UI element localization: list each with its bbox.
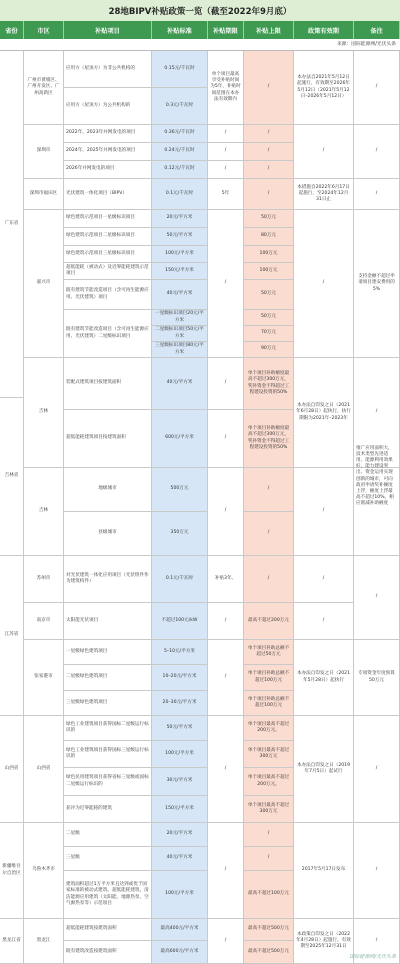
cap-xj-2: / [244,847,294,871]
item-sx-3: 绿色民用建筑项目获得省标三星级或国标二星级运行标识的 [64,768,152,796]
city-jilin-1: 吉林 [24,358,64,468]
city-suzhou: 苏州市 [24,556,64,603]
std-hl-1: 最高400元/平方米 [152,919,208,941]
std-sx-3: 30元/平方米 [152,768,208,796]
cap-jx-1: 50万元 [244,210,294,228]
cap-sz-2: / [244,143,294,161]
city-jilin-2: 吉林 [24,468,64,556]
item-jx-4: 超低能耗（被动式）及近零能耗建筑示范项目 [64,263,152,280]
item-xj-1: 二星级 [64,823,152,847]
valid-jl: 本办法自印发之日（2021年6月28日）起执行，执行期限为2021年–2023年 [294,358,354,468]
valid-gz: 本办法自2021年5月12日起施行，有效期至2026年5月12日（2021年5月12日–2026年5月12日） [294,51,354,125]
item-jx-5: 既有建筑节能改造项目（含可再生能源应用、光伏建筑）项目 [64,280,152,310]
valid-xj: 2017年5月17日发布 [294,823,354,919]
header-item: 补贴项目 [64,21,152,39]
std-js-2: 不超过100元/kW [152,603,208,640]
cap-js-2: 最高不超过200万元 [244,603,294,640]
std-sx-1: 50元/平方米 [152,716,208,741]
item-jx-3: 绿色建筑示范项目三星级标识项目 [64,246,152,263]
table-title: 28地BIPV补贴政策一览（截至2022年9月底） [0,0,400,22]
item-zjg-2: 二星级绿色建筑项目 [64,665,152,691]
valid-zjg: 本办法自印发之日（2021年5月28日）起执行 [294,640,354,716]
header-province: 省份 [0,21,24,39]
period-sx: / [208,716,244,823]
std-sz-3: 0.12元/千瓦时 [152,161,208,179]
std-jx-7: 二星级标识项目50元/平方米 [152,326,208,342]
valid-hl: 本政策自印发之日（2022年4月28日）起施行，有效期至2025年12月31日 [294,919,354,964]
std-jx-8: 三星级标识项目80元/平方米 [152,342,208,358]
period-sz-3: / [208,161,244,179]
header-city: 市区 [24,21,64,39]
cap-jl-3: / [244,468,294,512]
period-jl-2: / [208,410,244,468]
std-jx-3: 100元/平方米 [152,246,208,263]
std-gz-1: 0.15元/千瓦时 [152,51,208,88]
province-xinjiang: 新疆维吾尔自治区 [0,823,24,919]
province-jilin: 吉林省 [0,398,24,556]
item-zjg-3: 三星级绿色建筑项目 [64,691,152,716]
period-sz-1: / [208,125,244,143]
valid-jl-2: / [294,468,354,556]
std-jl-3: 500万元 [152,468,208,512]
period-jx: / [208,210,244,358]
city-heilongjiang: 黑龙江 [24,919,64,964]
cap-sx-1: 单个项目最高不超过200万元。 [244,716,294,741]
note-jx: 支持金额不超过申请项目建安费用的5% [354,210,400,358]
note-zjg: 专项资金年度预算50万元 [354,640,400,716]
valid-sx: 本办法自印发之日（2019年7月5日）起试行 [294,716,354,823]
header-standard: 补贴标准 [152,21,208,39]
cap-sx-4: 单个项目最高不超过300万元 [244,796,294,823]
cap-zjg-3: 单个项目补助总额不超过100万元 [244,691,294,716]
item-hl-2: 既有建筑改造按建筑面积 [64,941,152,964]
header-note: 备注 [354,21,400,39]
valid-js-1: / [294,556,354,603]
cap-ft: / [244,179,294,210]
std-sx-2: 100元/平方米 [152,741,208,768]
cap-xj-1: / [244,823,294,847]
item-sx-1: 绿色工业建筑项目获得国标二星级运行标识的 [64,716,152,741]
valid-jx: / [294,210,354,358]
std-js-1: 0.1元/千瓦时 [152,556,208,603]
cap-jx-4: 100万元 [244,263,294,280]
std-jx-1: 20元/平方米 [152,210,208,228]
cap-sz-1: / [244,125,294,143]
cap-sx-3: 单个项目最高不超过200万元。 [244,768,294,796]
item-ft: 光伏建筑一体化项目（BIPV） [64,179,152,210]
valid-ft: 本措施自2022年6月17日起施行，至2024年12月31日止 [294,179,354,210]
city-jiaxing: 嘉兴市 [24,210,64,358]
period-js-1: 补贴3年。 [208,556,244,603]
period-gz: 单个项目最高享受补贴时间为5年，补贴时间范围在本办法有效期内 [208,51,244,125]
note-js: / [354,556,400,640]
std-xj-1: 20元/平方米 [152,823,208,847]
note-sz: / [354,125,400,179]
city-futian: 深圳市福田区 [24,179,64,210]
watermark: 国际能源网/光伏头条 [349,954,396,960]
note-hl: / [354,919,400,964]
item-js-2: 太阳能光伏项目 [64,603,152,640]
province-heilongjiang: 黑龙江省 [0,919,24,964]
std-jl-4: 350万元 [152,512,208,556]
item-jx-1: 绿色建筑示范项目一星级标识项目 [64,210,152,228]
cap-jx-7: 70万元 [244,326,294,342]
cap-jl-1: 单个项目补助额度最高不超过300万元，奖补资金不得超过工程建设投资的50% [244,358,294,410]
std-xj-2: 40元/平方米 [152,847,208,871]
item-sx-2: 绿色工业建筑项目获得国标三星级运行标识的 [64,741,152,768]
note-gz: / [354,51,400,125]
cap-jl-4: / [244,512,294,556]
std-xj-3: 100元/平方米 [152,871,208,919]
std-hl-2: 最高600元/平方米 [152,941,208,964]
table-header [0,21,400,39]
item-sz-2: 2024年、2025年并网发电的项目 [64,143,152,161]
std-jl-1: 40元/平方米 [152,358,208,410]
std-zjg-2: 10–20元/平方米 [152,665,208,691]
cap-jx-2: 80万元 [244,228,294,246]
std-jx-2: 50元/平方米 [152,228,208,246]
header-cap: 补贴上限 [244,21,294,39]
cap-jx-8: 90万元 [244,342,294,358]
cap-hl-2: 最高不超过500万元 [244,941,294,964]
std-zjg-3: 20–30元/平方米 [152,691,208,716]
std-gz-2: 0.3元/千瓦时 [152,88,208,125]
std-sz-2: 0.24元/千瓦时 [152,143,208,161]
period-zjg: / [208,640,244,716]
std-jl-2: 600元/平方米 [152,410,208,468]
cap-sz-3: / [244,161,294,179]
note-sx: / [354,716,400,823]
cap-zjg-1: 单个项目补助总额不超过50万元 [244,640,294,665]
period-ft: 5年 [208,179,244,210]
period-js-2: / [208,603,244,640]
note-ft: / [354,179,400,210]
item-xj-2: 三星级 [64,847,152,871]
item-jl-4: 县级城市 [64,512,152,556]
period-jl-3: / [208,468,244,556]
city-shanxi: 山西省 [24,716,64,823]
item-sz-3: 2026年并网发电的项目 [64,161,152,179]
item-gz-2: 应用方（屋顶方）为公共机构的 [64,88,152,125]
note-xj: / [354,823,400,919]
city-guangzhou: 广州市黄埔区、广州开发区、广州高新区 [24,51,64,125]
std-jx-4: 150元/平方米 [152,263,208,280]
std-sx-4: 150元/平方米 [152,796,208,823]
item-jx-2: 绿色建筑示范项目二星级标识项目 [64,228,152,246]
item-jl-2: 超低能耗建筑项目按建筑面积 [64,410,152,468]
province-jiangsu: 江苏省 [0,556,24,716]
item-xj-3: 建筑面积超过1万平方米且达到或优于国家标准的被动式建筑、超低能耗建筑、清洁能源应用建筑（太阳能、地源热泵、空气源热泵等）示范项目 [64,871,152,919]
std-zjg-1: 5–10元/平方米 [152,640,208,665]
source-line: 来源：国际能源网/光伏头条 [0,39,400,51]
cap-jx-3: 100万元 [244,246,294,263]
std-jx-6: 一星级标识项目20元/平方米 [152,310,208,326]
item-hl-1: 超低能耗建筑按建筑面积 [64,919,152,941]
province-shanxi: 山西省 [0,716,24,823]
item-jx-6: 既有建筑节能改造项目（含可再生能源应用、光伏建筑）二星级标识项目 [64,310,152,358]
cap-gz: / [244,51,294,125]
cap-jx-5: 50万元 [244,280,294,310]
cap-sx-2: 单个项目最高不超过300万元 [244,741,294,768]
cap-hl-1: 最高不超过500万元 [244,919,294,941]
note-jl: / [354,358,400,468]
city-nanjing: 南京市 [24,603,64,640]
province-guangdong: 广东省 [0,51,24,398]
header-period: 补贴期限 [208,21,244,39]
item-gz-1: 应用方（屋顶方）为非公共机构的 [64,51,152,88]
city-urumqi: 乌鲁木齐市 [24,823,64,919]
header-valid: 政策有效期 [294,21,354,39]
std-jx-5: 40元/平方米 [152,280,208,310]
city-shenzhen: 深圳市 [24,125,64,179]
item-sz-1: 2022年、2023年并网发电的项目 [64,125,152,143]
valid-js-2: / [294,603,354,640]
cap-zjg-2: 单个项目补助总额不超过100万元 [244,665,294,691]
item-sx-4: 获评为近零能耗的建筑 [64,796,152,823]
std-sz-1: 0.36元/千瓦时 [152,125,208,143]
period-xj: / [208,823,244,919]
note-jl-2: 推广应用面积大，技术类型先进适用、能源利用效果好、能力建设突出、资金运用实现创新的城市，可向政府申请奖补额度上浮，额度上浮最高不超过10%，相应削减补助额度 [354,398,400,556]
period-sz-2: / [208,143,244,161]
valid-sz: / [294,125,354,179]
item-zjg-1: 一星级绿色建筑项目 [64,640,152,665]
item-jl-1: 装配式建筑项目按建筑面积 [64,358,152,410]
item-jl-3: 地级城市 [64,468,152,512]
city-zhangjiagang: 张家港市 [24,640,64,716]
cap-jx-6: 50万元 [244,310,294,326]
cap-xj-3: 最高不超过100万元 [244,871,294,919]
cap-js-1: / [244,556,294,603]
std-ft: 0.1元/千瓦时 [152,179,208,210]
cap-jl-2: 单个项目补助额度最高不超过300万元，奖补资金不得超过工程建设投资的50% [244,410,294,468]
period-hl: / [208,919,244,964]
item-js-1: 对光伏建筑一体化应用项目（光伏组件作为建筑构件） [64,556,152,603]
period-jl-1: / [208,358,244,410]
